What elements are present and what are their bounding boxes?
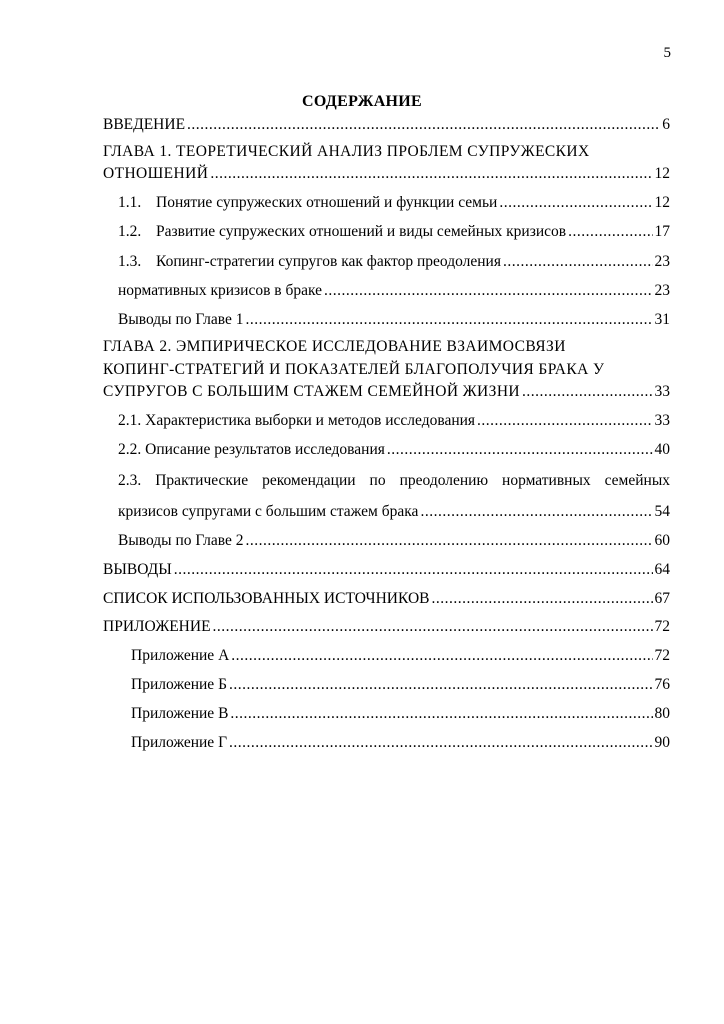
dot-leader (213, 617, 653, 637)
toc-entry-page: 33 (654, 383, 670, 400)
dot-leader (174, 560, 653, 580)
toc-entry-text: 2.2. Описание результатов исследования (118, 441, 385, 458)
dot-leader (431, 589, 652, 609)
toc-entry-page: 60 (654, 532, 670, 549)
toc-entry-text: Приложение А (131, 647, 230, 664)
toc-entry-text: СУПРУГОВ С БОЛЬШИМ СТАЖЕМ СЕМЕЙНОЙ ЖИЗНИ (103, 383, 521, 400)
toc-entry-text: КОПИНГ-СТРАТЕГИЙ И ПОКАЗАТЕЛЕЙ БЛАГОПОЛУЧИЯ БРАКА У (103, 361, 605, 378)
toc-entry-section-2-3[interactable] (118, 502, 670, 522)
dot-leader (229, 675, 653, 695)
toc-entry-section-2-1[interactable] (118, 411, 670, 431)
toc-entry-text: ВВЕДЕНИЕ (103, 116, 186, 133)
toc-entry-chapter-1-line-1[interactable] (103, 142, 670, 162)
dot-leader (324, 281, 652, 301)
toc-entry-page: 40 (654, 441, 670, 458)
toc-entry-text: Приложение Г (131, 734, 228, 751)
toc-entry-page: 33 (654, 412, 670, 429)
toc-entry-section-1-2[interactable] (118, 222, 670, 242)
toc-entry-page: 23 (654, 282, 670, 299)
page-number: 5 (663, 45, 671, 61)
toc-entry-text: ГЛАВА 1. ТЕОРЕТИЧЕСКИЙ АНАЛИЗ ПРОБЛЕМ СУПРУЖЕСКИХ (103, 143, 590, 160)
dot-leader (246, 531, 653, 551)
toc-entry-text: ОТНОШЕНИЙ (103, 165, 209, 182)
toc-entry-text: Приложение Б (131, 676, 227, 693)
toc-entry-section-2-3-line-1[interactable] (118, 471, 670, 491)
toc-entry-page: 72 (654, 647, 670, 664)
toc-entry-text: нормативных кризисов в браке (118, 282, 323, 299)
toc-entry-chapter-1[interactable] (103, 164, 670, 184)
dot-leader (230, 704, 652, 724)
toc-entry-section-1-3-continuation[interactable] (118, 281, 670, 301)
toc-entry-page: 67 (654, 590, 670, 607)
toc-entry-appendix[interactable] (103, 617, 670, 637)
toc-entry-page: 31 (654, 311, 670, 328)
toc-entry-text: 2.1. Характеристика выборки и методов исследования (118, 412, 476, 429)
toc-entry-appendix-c[interactable] (131, 704, 670, 724)
toc-entry-findings[interactable] (103, 560, 670, 580)
dot-leader (420, 502, 652, 522)
toc-entry-page: 72 (654, 618, 670, 635)
toc-entry-text: кризисов супругами с большим стажем брака (118, 503, 419, 520)
toc-entry-page: 54 (654, 503, 670, 520)
toc-entry-conclusions-chapter-2[interactable] (118, 531, 670, 551)
dot-leader (210, 164, 652, 184)
toc-entry-chapter-2[interactable] (103, 382, 670, 402)
toc-entry-page: 90 (654, 734, 670, 751)
toc-entry-section-1-1[interactable] (118, 193, 670, 213)
toc-entry-text: ГЛАВА 2. ЭМПИРИЧЕСКОЕ ИССЛЕДОВАНИЕ ВЗАИМОСВЯЗИ (103, 338, 566, 355)
dot-leader (187, 115, 660, 135)
toc-entry-introduction[interactable] (103, 115, 670, 135)
toc-entry-appendix-b[interactable] (131, 675, 670, 695)
toc-entry-appendix-a[interactable] (131, 646, 670, 666)
toc-entry-page: 17 (654, 223, 670, 240)
toc-entry-conclusions-chapter-1[interactable] (118, 310, 670, 330)
toc-entry-chapter-2-line-2[interactable] (103, 360, 670, 380)
toc-entry-text: Выводы по Главе 2 (118, 532, 244, 549)
dot-leader (387, 440, 653, 460)
dot-leader (503, 252, 653, 272)
toc-entry-text: Выводы по Главе 1 (118, 311, 244, 328)
toc-entry-section-1-3[interactable] (118, 252, 670, 272)
section-number: 1.1. (118, 194, 142, 211)
toc-entry-chapter-2-line-1[interactable] (103, 337, 670, 357)
toc-entry-text: Приложение В (131, 705, 229, 722)
toc-entry-page: 6 (662, 116, 670, 133)
toc-entry-text: Понятие супружеских отношений и функции семьи (156, 194, 498, 211)
toc-entry-text: Развитие супружеских отношений и виды семейных кризисов (156, 223, 567, 240)
toc-entry-page: 23 (654, 253, 670, 270)
dot-leader (246, 310, 653, 330)
toc-entry-page: 12 (654, 194, 670, 211)
toc-entry-page: 12 (654, 165, 670, 182)
dot-leader (522, 382, 652, 402)
toc-entry-page: 64 (654, 561, 670, 578)
toc-entry-text: ПРИЛОЖЕНИЕ (103, 618, 211, 635)
dot-leader (231, 646, 652, 666)
toc-entry-text: ВЫВОДЫ (103, 561, 172, 578)
dot-leader (477, 411, 652, 431)
dot-leader (499, 193, 652, 213)
toc-entry-text: Копинг-стратегии супругов как фактор преодоления (156, 253, 501, 270)
toc-entry-references[interactable] (103, 589, 670, 609)
dot-leader (229, 733, 652, 753)
section-number: 1.3. (118, 253, 142, 270)
toc-entry-appendix-d[interactable] (131, 733, 670, 753)
section-number: 1.2. (118, 223, 142, 240)
toc-entry-page: 80 (654, 705, 670, 722)
dot-leader (568, 222, 652, 242)
toc-title: СОДЕРЖАНИЕ (301, 93, 423, 110)
toc-entry-page: 76 (654, 676, 670, 693)
toc-entry-text: СПИСОК ИСПОЛЬЗОВАННЫХ ИСТОЧНИКОВ (103, 590, 430, 607)
toc-entry-text: 2.3. Практические рекомендации по преодолению нормативных семейных (118, 472, 670, 489)
toc-entry-section-2-2[interactable] (118, 440, 670, 460)
